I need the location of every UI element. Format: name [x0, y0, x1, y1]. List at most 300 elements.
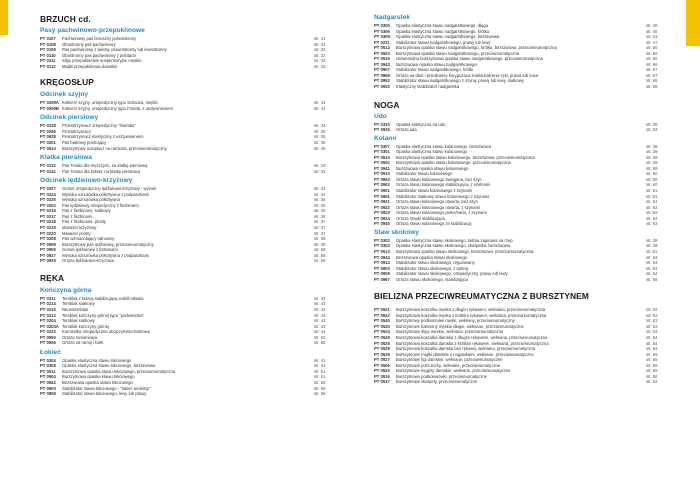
page-reference: str. 42 [314, 301, 326, 307]
product-code: PT 0304 [40, 357, 56, 363]
section [40, 14, 332, 69]
product-code: PT 0228 [40, 123, 56, 129]
product-description: Ortoza na ramię i bark [62, 340, 104, 346]
subsection [40, 177, 332, 264]
product-description: Burszytnowe skarpety, przeciwreumatyczne [396, 379, 478, 385]
page-reference: str. 56 [646, 373, 658, 379]
product-row [374, 127, 664, 133]
product-row [40, 258, 332, 264]
product-code: PT 0309 [374, 34, 390, 40]
page-reference: str. 54 [646, 340, 658, 346]
product-description: Ortoza stawu kolanowego otwarta, bez szyn [396, 199, 478, 205]
product-description: Stabilizator stawu kolanowego z szynami [396, 188, 473, 194]
product-description: Stabilizator stawu łokciowego, lewy lub prawy [62, 391, 147, 397]
yellow-corner-left [0, 0, 8, 35]
product-code: PT 0510 [374, 154, 390, 160]
subsection-title: Nadgarstek [374, 14, 410, 21]
product-description: Burszytnowe majtki damskie z nogawkami, wełniane, przeciwreumatyczne [396, 351, 534, 357]
product-code: PT 0503 [374, 50, 390, 56]
page-reference: str. 35 [314, 140, 326, 146]
product-description: Obustronny pas pachwinowy z pelotami [62, 52, 136, 58]
product-code: PT 0502 [374, 160, 390, 166]
product-description: Ortoza stawu kolanowego ze stabilizacją [396, 221, 472, 227]
page-reference: str. 32 [314, 47, 326, 53]
page-reference: str. 33 [314, 58, 326, 64]
product-description: Pas z fiszbinami, prosty [62, 219, 106, 225]
page-reference: str. 61 [646, 199, 658, 205]
product-code: PT 0212 [40, 312, 56, 318]
product-code: PT 0941 [374, 165, 390, 171]
product-code: PT 0925 [374, 127, 390, 133]
product-description: Burszytnowa opaska stawu kolanowego, przeciwreumatyczna [396, 160, 511, 166]
page-reference: str. 60 [646, 176, 658, 182]
product-row [374, 277, 664, 283]
product-description: Bezszwowa opaska stawu kolanowego [396, 165, 469, 171]
page-reference: str. 54 [646, 334, 658, 340]
section [374, 14, 664, 90]
product-description: Kołnierz szyjny, ortopedyczny typu Florida, z usztywnieniem [62, 105, 173, 111]
left-column [40, 14, 332, 397]
subsection-title: Kończyna górna [40, 286, 92, 294]
product-description: Burszytnowa opaska stawu kolanowego, bezszwowa, przeciwreumatyczna [396, 154, 535, 160]
product-description: Ortoza uda [396, 127, 417, 133]
page-reference: str. 41 [314, 357, 326, 363]
product-row [40, 169, 332, 175]
page-reference: str. 35 [314, 128, 326, 134]
product-description: Ortoza rzepki stabilizująca [396, 215, 445, 221]
product-description: Prostotrzymacz ortopedyczny "ósemka" [62, 123, 136, 129]
product-code: PT 0207 [40, 186, 56, 192]
page-reference: str. 62 [646, 210, 658, 216]
page-reference: str. 60 [646, 171, 658, 177]
subsection-title: Pasy pachwinowo-przepuklinowe [40, 27, 145, 34]
product-description: Ortoza na dłoń i przedramię koryguząca zniekształcenie ręki, prawa lub lewa [396, 72, 538, 78]
product-code: PT 0113 [40, 163, 56, 169]
product-description: Pas barkowy prostujący [62, 140, 107, 146]
product-code: PT 0112 [40, 63, 56, 69]
product-code: PT 0108 [40, 41, 56, 47]
page-reference: str. 37 [314, 230, 326, 236]
page-reference: str. 53 [646, 329, 658, 335]
product-description: Stabilizator stawu skokowego, z taśmą [396, 265, 468, 271]
product-description: Opaska elastyczna stawu łokciowego [62, 357, 132, 363]
subsection [40, 154, 332, 174]
product-description: Stabilizator stawu skokowego, ortopedyczny, prawy lub lewy [396, 271, 508, 277]
subsection-title: Klatka piersiowa [40, 154, 93, 162]
product-code: PT 0109 [40, 47, 56, 53]
product-description: Temblak z taśmą stabilizującą wokół tułowia [62, 295, 144, 301]
page-reference: str. 61 [646, 193, 658, 199]
page-reference: str. 41 [314, 363, 326, 369]
product-code: PT 0927 [40, 252, 56, 258]
product-code: PT 0506 [374, 362, 390, 368]
product-description: Ortoza ramieniowa [62, 334, 98, 340]
product-code: PT 0206 [40, 128, 56, 134]
product-description: Burszytnowa opaska stawu skokowego, bezszwowa, przeciwreumatyczna [396, 248, 534, 254]
product-code: PT 0515 [374, 56, 390, 62]
product-row [374, 221, 664, 227]
page-reference: str. 39 [646, 149, 658, 155]
page-reference: str. 34 [314, 191, 326, 197]
page-reference: str. 60 [646, 182, 658, 188]
product-code: PT 0923 [374, 210, 390, 216]
product-code: PT 0527 [374, 357, 390, 363]
product-description: Burszytnowa opaska stawu nadgarstkowego, przeciwreumatyczna [396, 50, 520, 56]
product-code: PT 0902 [374, 265, 390, 271]
page-reference: str. 42 [314, 295, 326, 301]
product-code: PT 0513 [374, 248, 390, 254]
page-reference: str. 36 [314, 213, 326, 219]
yellow-corner-right [686, 0, 700, 46]
page-reference: str. 54 [646, 346, 658, 352]
product-code: PT 0944 [374, 254, 390, 260]
product-description: Burszytnowe legginy damskie, wełniane, przeciwreumatyczne [396, 368, 511, 374]
page-reference: str. 64 [646, 260, 658, 266]
product-code: PT 0111 [40, 58, 56, 64]
product-description: Stabilizator stawu nadgarstkowego, krótki [396, 67, 474, 73]
product-code: PT 0920 [374, 84, 390, 90]
product-description: Stabilizator stawu łokciowego - "łokieć tenisisty" [62, 385, 151, 391]
subsection-title: Odcinek szyjny [40, 91, 89, 99]
product-code: PT 0208 [40, 236, 56, 242]
product-description: Kołnierz szyjny, ortopedyczny typu Schanza, miękki [62, 100, 158, 106]
product-description: Bezszwowa opaska stawu nadgarstkowego [396, 61, 477, 67]
product-description: Prostotrzymacz elastyczny z usztywnieniem [62, 134, 144, 140]
product-description: Ortoza stawu kolanowego zwiagana, bez szyn [396, 176, 482, 182]
section-title: RĘKA [40, 272, 65, 283]
page-reference: str. 55 [646, 362, 658, 368]
product-code: PT 0221 [374, 39, 390, 45]
product-description: Masażer prosty [62, 230, 91, 236]
product-code: PT 0520 [374, 323, 390, 329]
page-reference: str. 66 [646, 61, 658, 67]
product-description: Pas wzmacniający odnowny [62, 236, 115, 242]
product-description: Slipy przepuklinowe suspensoryjne męskie [62, 58, 142, 64]
product-code: PT 0209B [40, 105, 59, 111]
product-description: Opaska elastyczna na udo [396, 121, 446, 127]
product-row [40, 146, 332, 152]
product-code: PT 0516 [374, 373, 390, 379]
page-reference: str. 66 [314, 379, 326, 385]
page-reference: str. 61 [646, 188, 658, 194]
product-code: PT 0906 [40, 247, 56, 253]
product-description: Temblak kończyny górnej typu "podwieszka" [62, 312, 145, 318]
product-code: PT 0942 [40, 379, 56, 385]
product-code: PT 0114 [40, 168, 56, 174]
product-code: PT 0201 [40, 140, 56, 146]
product-code: PT 0218 [40, 219, 56, 225]
product-code: PT 0521 [374, 307, 390, 313]
product-code: PT 0529 [374, 346, 390, 352]
page-reference: str. 32 [314, 52, 326, 58]
product-description: Opaska elastyczna stawu nadgarstkowego, bezszwowa [396, 34, 500, 40]
product-code: PT 0525 [374, 340, 390, 346]
product-description: Pachwinowy pas brzuszny jednostronny [62, 36, 137, 41]
page-reference: str. 56 [646, 368, 658, 374]
product-row [374, 84, 664, 90]
page-reference: str. 63 [314, 334, 326, 340]
product-code: PT 0909 [374, 271, 390, 277]
subsection [374, 14, 664, 90]
product-description: Kamizelka ortopedyczna obojczykowo-barkowa [62, 329, 150, 335]
subsection [40, 91, 332, 111]
product-code: PT 0222 [40, 329, 56, 335]
page-reference: str. 40 [646, 23, 658, 28]
section [40, 273, 332, 397]
page-reference: str. 55 [646, 351, 658, 357]
product-code: PT 0901 [374, 188, 390, 194]
product-description: Bezszwowa opaska stawu skokowego [396, 254, 467, 260]
product-code: PT 0910 [374, 171, 390, 177]
page-reference: str. 43 [314, 312, 326, 318]
product-code: PT 0928 [40, 134, 56, 140]
product-description: Ortoza stawu kolanowego stabilizująca, z szelnami [396, 182, 491, 188]
product-code: PT 0305 [374, 23, 390, 28]
product-description: Burszytnowa koszulka męska z długim rękawem, wełniana, przeciwreumatyczna [396, 307, 546, 313]
page-reference: str. 66 [314, 391, 326, 397]
product-description: Pas Torako dla kobiet, na klatkę piersiową [62, 168, 140, 174]
product-description: Gorset ortopedyczny lędźwiowo-krzyżowy - wysoki [62, 186, 157, 192]
page-reference: str. 43 [314, 323, 326, 329]
product-code: PT 0908 [40, 391, 56, 397]
product-code: PT 0303 [374, 243, 390, 249]
product-description: Burszytnowa opaska stawu łokciowego, przeciwreumatyczna [62, 368, 176, 374]
product-code: PT 0311 [40, 295, 56, 301]
section-title: BIELIZNA PRZECIWREUMATYCZNA Z BURSZTYNEM [374, 291, 589, 302]
product-row [40, 106, 332, 112]
page-reference: str. 59 [314, 258, 326, 264]
page-reference: str. 49 [646, 160, 658, 166]
product-description: Masażer krzyżowy [62, 225, 97, 231]
page-reference: str. 58 [314, 252, 326, 258]
section-title: NOGA [374, 99, 400, 110]
product-code: PT 0217 [40, 213, 56, 219]
page-reference: str. 53 [646, 318, 658, 324]
product-description: Stabilizator siatkowy stawu kolanowego z szynami [396, 193, 490, 199]
product-description: Bezszwowa opaska stawu łokciowego [62, 379, 133, 385]
product-code: PT 0903 [40, 385, 56, 391]
product-code: PT 0204A [40, 323, 59, 329]
product-code: PT 0517 [374, 379, 390, 385]
product-description: Opaska elastyczna stawu kolanowego, bezszwowa [396, 143, 491, 149]
product-description: Burszytnowe slipy męskie, wełniane, przeciwreumatyczne [396, 329, 504, 335]
product-description: Wysoka sznurówka półsztywna [62, 197, 120, 203]
subsection-title: Odcinek lędźwiowo-krzyżowy [40, 177, 133, 185]
page-reference: str. 44 [314, 329, 326, 335]
subsection-title: Odcinek piersiowy [40, 114, 99, 122]
page-reference: str. 42 [314, 306, 326, 312]
page-reference: str. 53 [646, 323, 658, 329]
page-reference: str. 49 [646, 154, 658, 160]
product-description: Opaska elastyczna stawu kolanowego [396, 149, 467, 155]
page-reference: str. 31 [314, 41, 326, 47]
product-description: Obustronny pas pachwinowy [62, 41, 116, 47]
product-description: Pas lędźwiowy ortopedyczny z fiszbinami [62, 202, 139, 208]
page-reference: str. 55 [646, 357, 658, 363]
product-description: Gorset lędźwiowy z fiszbinami [62, 247, 118, 253]
product-code: PT 0914 [374, 260, 390, 266]
product-row [40, 64, 332, 70]
page-reference: str. 34 [314, 186, 326, 192]
product-description: Ortoza stawu skokowego, stabilizująca [396, 276, 468, 282]
product-code: PT 0514 [40, 145, 56, 151]
product-code: PT 0512 [374, 45, 390, 51]
product-description: Majtki przepuklinowe damskie [62, 63, 118, 69]
product-code: PT 0202 [40, 202, 56, 208]
page-reference: str. 38 [314, 236, 326, 242]
product-description: Wysoka sznurówka półsztywna z podpaszkami [62, 252, 150, 258]
product-code: PT 0968 [374, 72, 390, 78]
right-column [374, 14, 664, 385]
page-reference: str. 41 [646, 34, 658, 40]
product-description: Uniwersalna burszytnowa opaska stawu nadgarstkowego, przeciwreumatyczna [396, 56, 543, 62]
page-reference: str. 67 [646, 72, 658, 78]
page-reference: str. 38 [646, 121, 658, 127]
product-description: Burszytnowe podkolanówki, przeciwreumatyczne [396, 373, 488, 379]
product-code: PT 0522 [374, 312, 390, 318]
subsection [374, 229, 664, 282]
product-row [374, 379, 664, 385]
product-description: Ortoza stawu kolanowego pełna/varia, z szynami [396, 210, 487, 216]
product-code: PT 0524 [374, 329, 390, 335]
product-code: PT 0528 [374, 334, 390, 340]
product-description: Opaska elastyczna stawu skokowego, taśma zapinana na rzep [396, 237, 513, 243]
section-title: KRĘGOSŁUP [40, 77, 94, 88]
page-reference: str. 44 [314, 100, 326, 106]
product-code: PT 0963 [374, 176, 390, 182]
subsection [40, 287, 332, 346]
product-code: PT 0952 [374, 78, 390, 84]
product-code: PT 0220 [40, 230, 56, 236]
product-description: Pas z fiszbinami, siatkowy [62, 208, 111, 214]
product-description: Wysoka sznurówka półsztywna z podpaszkami [62, 191, 150, 197]
subsection [40, 349, 332, 397]
subsection-title: Kolano [374, 134, 397, 142]
page-reference: str. 64 [646, 271, 658, 277]
product-description: Burszytnowe figi damskie, wełniane, przeciwreumatyczne [396, 357, 503, 363]
page-reference: str. 51 [646, 248, 658, 254]
product-code: PT 0951 [374, 193, 390, 199]
product-code: PT 0306 [374, 28, 390, 34]
page-reference: str. 48 [314, 241, 326, 247]
page-reference: str. 38 [646, 143, 658, 149]
section [40, 77, 332, 264]
product-code: PT 0107 [40, 36, 56, 41]
page-reference: str. 65 [314, 340, 326, 346]
page-reference: str. 62 [646, 204, 658, 210]
product-description: Burszytnowa koszulka damska z krótkim rękawem, wełniana, przeciwreumatyczna [396, 340, 549, 346]
product-code: PT 0511 [40, 368, 56, 374]
product-row [40, 391, 332, 397]
page-reference: str. 33 [314, 168, 326, 174]
section-title: BRZUCH cd. [40, 14, 91, 24]
page-reference: str. 66 [314, 385, 326, 391]
product-code: PT 0967 [374, 276, 390, 282]
page-reference: str. 64 [646, 265, 658, 271]
page-reference: str. 33 [314, 163, 326, 169]
product-description: Opaska elastyczna stawu nadgarstkowego, krótka [396, 28, 490, 34]
product-code: PT 0926 [40, 340, 56, 346]
product-description: Burszytnowe pończochy, wełniane, przeciwreumatyczne [396, 362, 501, 368]
subsection-title: Staw skokowy [374, 228, 420, 236]
product-row [40, 340, 332, 346]
product-code: PT 0110 [40, 52, 56, 58]
page-reference: str. 46 [314, 145, 326, 151]
product-description: Stabilizator stawu kolanowego [396, 171, 453, 177]
product-code: PT 0508 [40, 241, 56, 247]
product-description: Burszytnowy ocieplacz na ramiona, przeciwreumatyczny [62, 145, 167, 151]
product-code: PT 0907 [374, 67, 390, 73]
page-reference: str. 43 [314, 318, 326, 324]
product-code: PT 0924 [374, 215, 390, 221]
product-code: PT 0540 [374, 318, 390, 324]
page-reference: str. 33 [314, 63, 326, 69]
product-description: Burszytnowy podkoszulek męski, wełniany, przeciwreumatyczny [396, 318, 515, 324]
page-reference: str. 39 [646, 243, 658, 249]
product-code: PT 0302 [374, 237, 390, 243]
product-code: PT 0214 [40, 301, 56, 307]
page-reference: str. 63 [646, 221, 658, 227]
product-description: Pas pachwinowy z pelotą, prawostronny lub lewostronny [62, 47, 167, 53]
product-code: PT 0950 [40, 334, 56, 340]
page-reference: str. 67 [646, 67, 658, 73]
page-reference: str. 63 [646, 127, 658, 133]
page-reference: str. 68 [646, 78, 658, 84]
product-description: Burszytnowa koszulka damska bez rękawa, wełniana, przeciwreumatyczna [396, 346, 536, 352]
section [374, 100, 664, 283]
page-reference: str. 52 [646, 312, 658, 318]
product-code: PT 0209A [40, 100, 59, 106]
page-reference: str. 39 [646, 237, 658, 243]
product-code: PT 0219 [40, 225, 56, 231]
product-code: PT 0204 [40, 318, 56, 324]
product-description: Elastyczny stabilizator nadgarstka [396, 84, 460, 90]
product-description: Stabilizator stawu nadgarstkowego z szyną, prawy lub lewy, siatkowy [396, 78, 524, 84]
product-description: Stabilizator stawu skokowego, regulowany [396, 260, 475, 266]
product-code: PT 0943 [374, 61, 390, 67]
product-description: Temblak siatkowy [62, 318, 95, 324]
page-reference: str. 51 [314, 368, 326, 374]
product-description: Opaska elastyczna stawu nadgarstkowego, długa [396, 23, 488, 28]
page-reference: str. 58 [314, 247, 326, 253]
product-code: PT 0922 [374, 204, 390, 210]
page-reference: str. 35 [314, 197, 326, 203]
product-code: PT 0921 [374, 199, 390, 205]
product-description: Neurotemblak [62, 306, 89, 312]
product-description: Opaska elastyczna stawu skokowego, skarpetka, bezszwowa [396, 243, 511, 249]
page-reference: str. 40 [646, 28, 658, 34]
product-description: Burszytnowy pas lędźwiowy, przeciwreumatyczny [62, 241, 154, 247]
page-reference: str. 59 [646, 165, 658, 171]
page-reference: str. 35 [314, 134, 326, 140]
page-reference: str. 37 [314, 225, 326, 231]
product-code: PT 0520 [374, 368, 390, 374]
product-description: Pas Torako dla mężczyzn, na klatkę piersiową [62, 163, 148, 169]
product-code: PT 0215 [40, 306, 56, 312]
page-reference: str. 52 [646, 379, 658, 385]
section [374, 291, 664, 385]
page-reference: str. 65 [646, 276, 658, 282]
page-reference: str. 51 [314, 374, 326, 380]
page-reference: str. 50 [646, 56, 658, 62]
page-reference: str. 34 [314, 123, 326, 129]
product-description: Burszytnowa opaska stawu łokciowego [62, 374, 135, 380]
product-code: PT 0225 [40, 197, 56, 203]
subsection [40, 27, 332, 69]
product-description: Burszytnowa koszulka męska z krótkim rękawem, wełniana, przeciwreumatyczna [396, 312, 547, 318]
subsection [374, 307, 664, 385]
subsection [40, 114, 332, 151]
